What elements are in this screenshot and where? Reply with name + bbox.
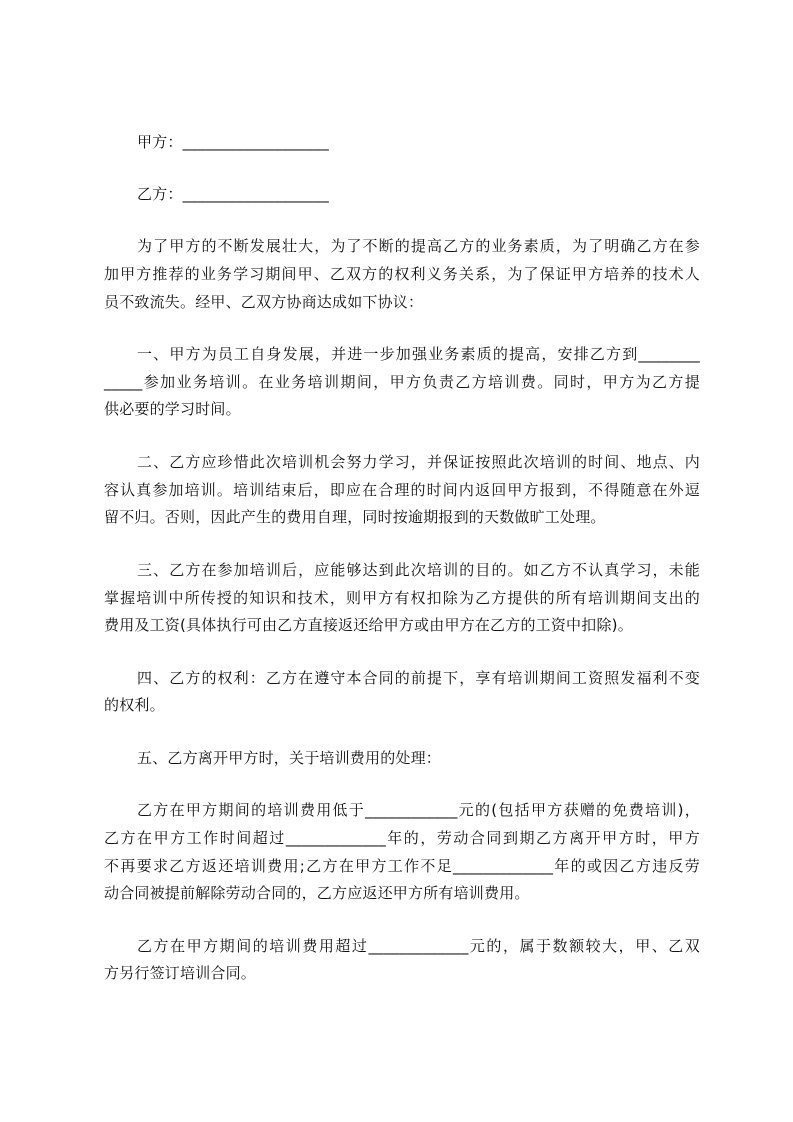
clause-1-line-3: 供必要的学习时间。: [104, 400, 241, 418]
clause-2-line-2: 容认真参加培训。培训结束后，即应在合理的时间内返回甲方报到，不得随意在外逗: [104, 481, 700, 499]
intro-line-1: 为了甲方的不断发展壮大，为了不断的提高乙方的业务素质，为了明确乙方在参: [137, 237, 700, 255]
clause-1-line-1: 一、甲方为员工自身发展，并进一步加强业务素质的提高，安排乙方到________: [137, 345, 700, 363]
clause-5-heading: 五、乙方离开甲方时，关于培训费用的处理：: [137, 749, 442, 767]
clause-2-line-3: 留不归。否则，因此产生的费用自理，同时按逾期报到的天数做旷工处理。: [104, 508, 606, 526]
clause-4-line-1: 四、乙方的权利：乙方在遵守本合同的前提下，享有培训期间工资照发福利不变: [137, 669, 700, 687]
clause-2-line-1: 二、乙方应珍惜此次培训机会努力学习，并保证按照此次培训的时间、地点、内: [137, 453, 700, 471]
party-a-line: 甲方：___________________: [137, 133, 329, 151]
clause-1-line-2: _____参加业务培训。在业务培训期间，甲方负责乙方培训费。同时，甲方为乙方提: [104, 373, 700, 391]
intro-line-2: 加甲方推荐的业务学习期间甲、乙双方的权利义务关系，为了保证甲方培养的技术人: [104, 265, 700, 283]
clause-5-p1-line-2: 乙方在甲方工作时间超过_____________年的，劳动合同到期乙方离开甲方时，甲方: [104, 829, 700, 847]
clause-5-p1-line-4: 动合同被提前解除劳动合同的，乙方应返还甲方所有培训费用。: [104, 884, 530, 902]
party-b-line: 乙方：___________________: [137, 185, 329, 203]
clause-3-line-3: 费用及工资(具体执行可由乙方直接返还给甲方或由甲方在乙方的工资中扣除)。: [104, 616, 633, 634]
clause-5-p1-line-1: 乙方在甲方期间的培训费用低于____________元的(包括甲方获赠的免费培训)，: [137, 801, 700, 819]
intro-line-3: 员不致流失。经甲、乙双方协商达成如下协议：: [104, 293, 424, 311]
clause-5-p1-line-3: 不再要求乙方返还培训费用;乙方在甲方工作不足_____________年的或因乙方违反劳: [104, 857, 700, 875]
clause-3-line-2: 掌握培训中所传授的知识和技术，则甲方有权扣除为乙方提供的所有培训期间支出的: [104, 589, 700, 607]
clause-4-line-2: 的权利。: [104, 696, 165, 714]
clause-5-p2-line-2: 方另行签订培训合同。: [104, 964, 257, 982]
clause-3-line-1: 三、乙方在参加培训后，应能够达到此次培训的目的。如乙方不认真学习，未能: [137, 561, 700, 579]
clause-5-p2-line-1: 乙方在甲方期间的培训费用超过_____________元的，属于数额较大，甲、乙双: [137, 937, 700, 955]
